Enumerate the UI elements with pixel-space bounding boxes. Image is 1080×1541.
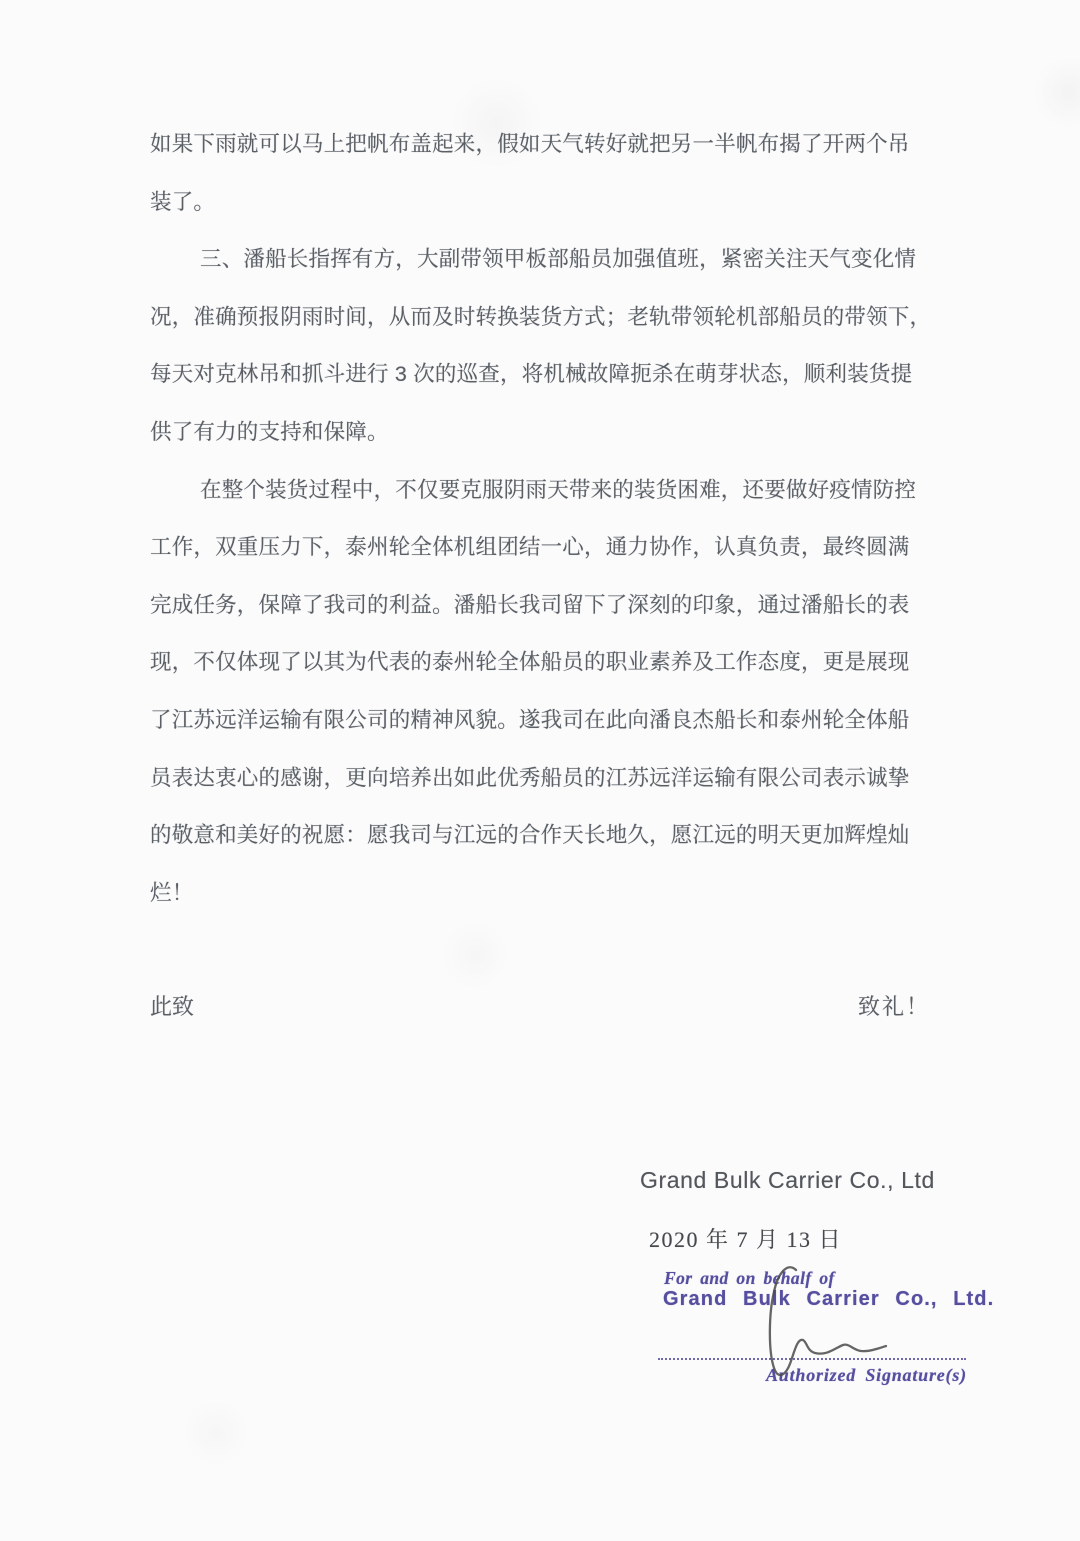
letter-body-line: 况，准确预报阴雨时间，从而及时转换装货方式；老轨带领轮机部船员的带领下， (150, 304, 932, 329)
letter-body-line: 在整个装货过程中，不仅要克服阴雨天带来的装货困难，还要做好疫情防控 (200, 477, 917, 502)
stamp-behalf-line: For and on behalf of (664, 1268, 835, 1288)
letter-body-line: 三、潘船长指挥有方，大副带领甲板部船员加强值班，紧密关注天气变化情 (200, 247, 917, 272)
letter-body-line: 完成任务，保障了我司的利益。潘船长我司留下了深刻的印象，通过潘船长的表 (150, 592, 910, 617)
letter-body-line: 装了。 (150, 189, 216, 214)
letter-body-line: 工作，双重压力下，泰州轮全体机组团结一心，通力协作，认真负责，最终圆满 (150, 535, 910, 560)
letter-body-line: 每天对克林吊和抓斗进行 3 次的巡查，将机械故障扼杀在萌芽状态，顺利装货提 (150, 362, 913, 387)
handwritten-signature (738, 1258, 918, 1388)
stamp-authorized-line: Authorized Signature(s) (766, 1365, 967, 1385)
closing-salute-right: 致礼！ (858, 994, 931, 1019)
letter-body-line: 员表达衷心的感谢，更向培养出如此优秀船员的江苏远洋运输有限公司表示诚挚 (150, 765, 910, 790)
letter-body-line: 烂！ (150, 880, 194, 905)
letter-body-line: 供了有力的支持和保障。 (150, 419, 389, 444)
signoff-date: 2020 年 7 月 13 日 (649, 1227, 843, 1252)
letter-body-line: 如果下雨就可以马上把帆布盖起来，假如天气转好就把另一半帆布揭了开两个吊 (150, 132, 910, 156)
signoff-company-name: Grand Bulk Carrier Co., Ltd (640, 1167, 935, 1193)
closing-salute-left: 此致 (150, 994, 195, 1019)
stamp-company-line: Grand Bulk Carrier Co., Ltd. (663, 1288, 995, 1310)
letter-body-line: 现，不仅体现了以其为代表的泰州轮全体船员的职业素养及工作态度，更是展现 (150, 650, 910, 675)
letter-body-line: 了江苏远洋运输有限公司的精神风貌。遂我司在此向潘良杰船长和泰州轮全体船 (150, 707, 910, 732)
letter-body (150, 116, 950, 922)
letter-body-line: 的敬意和美好的祝愿：愿我司与江远的合作天长地久，愿江远的明天更加辉煌灿 (150, 823, 910, 848)
